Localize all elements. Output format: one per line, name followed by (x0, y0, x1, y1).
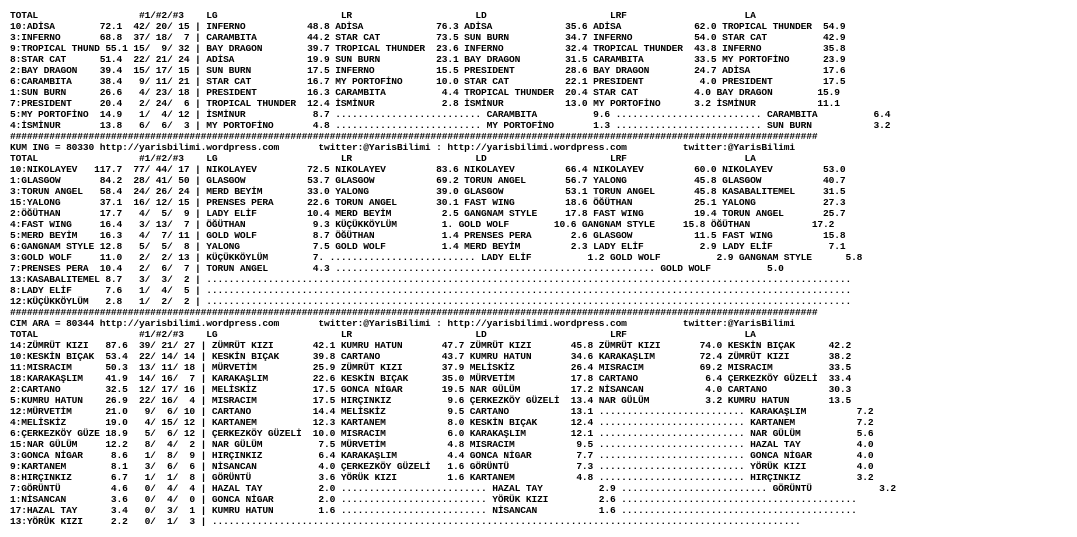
text-line: 6:GANGNAM STYLE 12.8 5/ 5/ 8 | YALONG 7.5 GOLD WOLF 1.4 MERD BEYİM 2.3 LADY ELİF 2.9 LADY ELİF 7.1 (10, 241, 846, 252)
text-line: 2:BAY DRAGON 39.4 15/ 17/ 15 | SUN BURN 17.5 INFERNO 15.5 PRESIDENT 28.6 BAY DRAGON 24.7 ADİSA 17.6 (10, 65, 846, 76)
text-line: 13:KASABALITEMEL 8.7 3/ 3/ 2 | ................................................................................................................... (10, 274, 852, 285)
text-line: 15:NAR GÜLÜM 12.2 8/ 4/ 2 | NAR GÜLÜM 7.5 MÜRVETİM 4.8 MISRACIM 9.5 .......................... HAZAL TAY 4.0 (10, 439, 874, 450)
text-line: 4:İSMİNUR 13.8 6/ 6/ 3 | MY PORTOFİNO 4.8 .......................... MY PORTOFİNO 1.3 .......................... SUN BURN 3.2 (10, 120, 891, 131)
text-line: 9:KARTANEM 8.1 3/ 6/ 6 | NİSANCAN 4.0 ÇERKEZKÖY GÜZELİ 1.6 GÖRÜNTÜ 7.3 .......................... YÖRÜK KIZI 4.0 (10, 461, 874, 472)
text-line: 5:KUMRU HATUN 26.9 22/ 16/ 4 | MISRACIM 17.5 HIRÇINKIZ 9.6 ÇERKEZKÖY GÜZELİ 13.4 NAR GÜLÜM 3.2 KUMRU HATUN 13.5 (10, 395, 852, 406)
text-line: 10:ADİSA 72.1 42/ 20/ 15 | INFERNO 48.8 ADİSA 76.3 ADİSA 35.6 ADİSA 62.0 TROPICAL THUNDER 54.9 (10, 21, 846, 32)
text-line: TOTAL #1/#2/#3 LG LR LD LRF LA (10, 329, 756, 340)
text-line: TOTAL #1/#2/#3 LG LR LD LRF LA (10, 10, 756, 21)
text-line: 10:KESKİN BIÇAK 53.4 22/ 14/ 14 | KESKİN BIÇAK 39.8 CARTANO 43.7 KUMRU HATUN 34.6 KARAKAŞLIM 72.4 ZÜMRÜT KIZI 38.2 (10, 351, 852, 362)
text-line: 6:ÇERKEZKÖY GÜZE 18.9 5/ 6/ 12 | ÇERKEZKÖY GÜZELİ 10.0 MISRACIM 6.0 KARAKAŞLIM 12.1 .......................... NAR GÜLÜM 5.6 (10, 428, 874, 439)
text-line: 2:ÖĞÜTHAN 17.7 4/ 5/ 9 | LADY ELİF 10.4 MERD BEYİM 2.5 GANGNAM STYLE 17.8 FAST WING 19.4 TORUN ANGEL 25.7 (10, 208, 846, 219)
text-line: 7:PRESIDENT 20.4 2/ 24/ 6 | TROPICAL THUNDER 12.4 İSMİNUR 2.8 İSMİNUR 13.0 MY PORTOFİNO 3.2 İSMİNUR 11.1 (10, 98, 840, 109)
text-line: 18:KARAKAŞLIM 41.9 14/ 16/ 7 | KARAKAŞLIM 22.6 KESKİN BIÇAK 35.0 MÜRVETİM 17.8 CARTANO 6.4 ÇERKEZKÖY GÜZELİ 33.4 (10, 373, 852, 384)
separator-line: ################################################################################################################################################ (10, 307, 818, 318)
race-header-line: KUM ING = 80330 http://yarisbilimi.wordpress.com twitter:@YarisBilimi : http://yarisbilimi.wordpress.com twitter:@YarisBilimi (10, 142, 796, 153)
text-line: 12:KÜÇÜKKÖYLÜM 2.8 1/ 2/ 2 | ................................................................................................................... (10, 296, 852, 307)
text-line: 10:NIKOLAYEV 117.7 77/ 44/ 17 | NIKOLAYEV 72.5 NIKOLAYEV 83.6 NIKOLAYEV 66.4 NIKOLAYEV 60.0 NIKOLAYEV 53.0 (10, 164, 846, 175)
text-line: 1:SUN BURN 26.6 4/ 23/ 18 | PRESIDENT 16.3 CARAMBITA 4.4 TROPICAL THUNDER 20.4 STAR CAT 4.0 BAY DRAGON 15.9 (10, 87, 840, 98)
text-line: 8:STAR CAT 51.4 22/ 21/ 24 | ADİSA 19.9 SUN BURN 23.1 BAY DRAGON 31.5 CARAMBITA 33.5 MY PORTOFİNO 23.9 (10, 54, 846, 65)
text-line: 14:ZÜMRÜT KIZI 87.6 39/ 21/ 27 | ZÜMRÜT KIZI 42.1 KUMRU HATUN 47.7 ZÜMRÜT KIZI 45.8 ZÜMRÜT KIZI 74.0 KESKİN BIÇAK 42.2 (10, 340, 852, 351)
text-line: 6:CARAMBITA 38.4 9/ 11/ 21 | STAR CAT 16.7 MY PORTOFİNO 10.0 STAR CAT 22.1 PRESIDENT 4.0 PRESIDENT 17.5 (10, 76, 846, 87)
text-line: 5:MY PORTOFİNO 14.9 1/ 4/ 12 | İSMİNUR 8.7 .......................... CARAMBITA 9.6 .......................... CARAMBITA 6.4 (10, 109, 891, 120)
text-line: 2:CARTANO 32.5 12/ 17/ 16 | MELİSKİZ 17.5 GONCA NİGAR 19.5 NAR GÜLÜM 17.2 NİSANCAN 4.0 CARTANO 30.3 (10, 384, 852, 395)
text-line: 7:GÖRÜNTÜ 4.6 0/ 4/ 4 | HAZAL TAY 2.0 .......................... HAZAL TAY 2.9 .......................... GÖRÜNTÜ 3.2 (10, 483, 896, 494)
text-line: TOTAL #1/#2/#3 LG LR LD LRF LA (10, 153, 756, 164)
separator-line: ################################################################################################################################################ (10, 131, 818, 142)
text-line: 11:MISRACIM 50.3 13/ 11/ 18 | MÜRVETİM 25.9 ZÜMRÜT KIZI 37.9 MELİSKİZ 26.4 MISRACIM 69.2 MISRACIM 33.5 (10, 362, 852, 373)
text-line: 17:HAZAL TAY 3.4 0/ 3/ 1 | KUMRU HATUN 1.6 .......................... NİSANCAN 1.6 .......................................... (10, 505, 857, 516)
text-line: 4:FAST WING 16.4 3/ 13/ 7 | ÖĞÜTHAN 9.3 KÜÇÜKKÖYLÜM 1. GOLD WOLF 10.6 GANGNAM STYLE 15.8 ÖĞÜTHAN 17.2 (10, 219, 835, 230)
text-line: 12:MÜRVETİM 21.0 9/ 6/ 10 | CARTANO 14.4 MELİSKİZ 9.5 CARTANO 13.1 .......................... KARAKAŞLIM 7.2 (10, 406, 874, 417)
text-line: 1:NİSANCAN 3.6 0/ 4/ 0 | GONCA NİGAR 2.0 .......................... YÖRÜK KIZI 2.6 .......................................... (10, 494, 857, 505)
text-line: 15:YALONG 37.1 16/ 12/ 15 | PRENSES PERA 22.6 TORUN ANGEL 30.1 FAST WING 18.6 ÖĞÜTHAN 25.1 YALONG 27.3 (10, 197, 846, 208)
text-line: 5:MERD BEYİM 16.3 4/ 7/ 11 | GOLD WOLF 8.7 ÖĞÜTHAN 1.4 PRENSES PERA 2.6 GLASGOW 11.5 FAST WING 15.8 (10, 230, 846, 241)
text-line: 8:LADY ELİF 7.6 1/ 4/ 5 | ................................................................................................................... (10, 285, 852, 296)
text-line: 3:TORUN ANGEL 58.4 24/ 26/ 24 | MERD BEYİM 33.0 YALONG 39.0 GLASGOW 53.1 TORUN ANGEL 45.8 KASABALITEMEL 31.5 (10, 186, 846, 197)
text-line: 3:GOLD WOLF 11.0 2/ 2/ 13 | KÜÇÜKKÖYLÜM 7. .......................... LADY ELİF 1.2 GOLD WOLF 2.9 GANGNAM STYLE 5.8 (10, 252, 863, 263)
race-header-line: CIM ARA = 80344 http://yarisbilimi.wordpress.com twitter:@YarisBilimi : http://yarisbilimi.wordpress.com twitter:@YarisBilimi (10, 318, 796, 329)
text-line: 1:GLASGOW 84.2 28/ 41/ 50 | GLASGOW 53.7 GLASGOW 69.2 TORUN ANGEL 56.7 YALONG 45.8 GLASGOW 40.7 (10, 175, 846, 186)
text-line: 4:MELİSKİZ 19.0 4/ 15/ 12 | KARTANEM 12.3 KARTANEM 8.0 KESKİN BIÇAK 12.4 .......................... KARTANEM 7.2 (10, 417, 874, 428)
results-text-sheet (10, 10, 1075, 535)
text-line: 9:TROPICAL THUND 55.1 15/ 9/ 32 | BAY DRAGON 39.7 TROPICAL THUNDER 23.6 INFERNO 32.4 TROPICAL THUNDER 43.8 INFERNO 35.8 (10, 43, 846, 54)
text-line: 3:GONCA NİGAR 8.6 1/ 8/ 9 | HIRÇINKIZ 6.4 KARAKAŞLIM 4.4 GONCA NİGAR 7.7 .......................... GONCA NİGAR 4.0 (10, 450, 874, 461)
text-line: 8:HIRÇINKIZ 6.7 1/ 1/ 8 | GÖRÜNTÜ 3.6 YÖRÜK KIZI 1.6 KARTANEM 4.8 .......................... HIRÇINKIZ 3.2 (10, 472, 874, 483)
text-line: 7:PRENSES PERA 10.4 2/ 6/ 7 | TORUN ANGEL 4.3 ......................................................... GOLD WOLF 5.0 (10, 263, 784, 274)
text-line: 13:YÖRÜK KIZI 2.2 0/ 1/ 3 | ......................................................................................................... (10, 516, 801, 527)
text-line: 3:INFERNO 68.8 37/ 18/ 7 | CARAMBITA 44.2 STAR CAT 73.5 SUN BURN 34.7 INFERNO 54.0 STAR CAT 42.9 (10, 32, 846, 43)
